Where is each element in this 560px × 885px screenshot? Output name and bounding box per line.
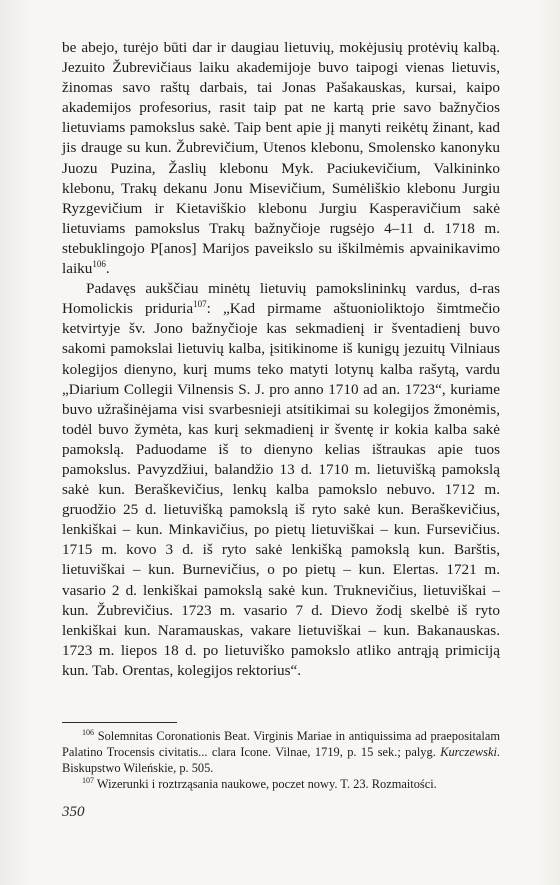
footnote-text: Wizerunki i roztrząsania naukowe, poczet nowy. T. 23. Rozmaitości. [96, 777, 437, 791]
paragraph-1-text: be abejo, turėjo būti dar ir daugiau lietuvių, mokėjusių protėvių kalbą. Jezuito Žubrevičiaus laiku akademijoje buvo taipogi vienas lietuvis, žinomas savo raštų darbais, tai Jonas Pašakauskas, kursai, kaipo akademijos profesorius, rasit taip pat ne kartą prie savo bažnyčios lietuviams pamokslus sakė. Taip bent apie jį manyti reikėtų žinant, kad jis drauge su kun. Žubrevičium, Utenos klebonu, Smolensko kanonyku Juozu Puzina, Žaslių klebonu Myk. Paciukevičium, Valkininko klebonu, Trakų dekanu Jonu Misevičium, Sumėliškio klebonu Jurgiu Ryzgevičium ir Kietaviškio klebonu Jurgiu Kasperavičium sakė lietuviams pamokslus Trakų bažnyčioje rugsėjo 4–11 d. 1718 m. stebuklingojo P[anos] Marijos paveikslo su iškilmėmis apvainikavimo laiku [62, 39, 500, 278]
footnote-107 [62, 776, 500, 792]
paragraph-1-end: . [105, 260, 110, 278]
footnote-divider [62, 722, 177, 723]
page-number: 350 [62, 804, 85, 820]
footnotes [62, 728, 500, 792]
footnote-ref-106[interactable]: 106 [92, 258, 106, 269]
footnote-text: Solemnitas Coronationis Beat. Virginis Mariae in antiquissima ad praepositalam Palatino Trocensis civitatis... clara Icone. Vilnae, 1719, p. 15 sek.; palyg. [62, 729, 500, 759]
footnote-text-end: . Biskupstwo Wileńskie, p. 505. [62, 745, 500, 775]
paragraph-1 [62, 38, 500, 279]
paragraph-2 [62, 279, 500, 681]
footnote-106 [62, 728, 500, 776]
footnote-ref-107[interactable]: 107 [193, 299, 207, 310]
footnote-number: 106 [82, 727, 94, 737]
footnote-author: Kurczewski [440, 745, 497, 759]
paragraph-2-text: Padavęs aukščiau minėtų lietuvių pamokslininkų vardus, d-ras Homolickis priduria [62, 280, 500, 318]
footnote-number: 107 [82, 775, 94, 785]
paragraph-2-quote: : „Kad pirmame aštuonioliktojo šimtmečio ketvirtyje šv. Jono bažnyčioje kas sekmadienį ir šventadienį buvo sakomi pamokslai lietuvių kalba, įsitikinome iš kunigų jezuitų Vilniaus kolegijos dienyno, kurį mums teko matyti lotynų kalba rašytą, vardu „Diarium Collegii Vilnensis S. J. pro anno 1710 ad an. 1723“, kuriame buvo užrašinėjama visi svarbesnieji atsitikimai su kolegijos žmonėmis, todėl buvo žymėta, kas kurį sekmadienį ir šventę ir kokia kalba sakė pamokslą. Paduodame iš to dienyno kelias ištraukas apie tuos pamokslus. Pavyzdžiui, balandžio 13 d. 1710 m. lietuvišką pamokslą sakė kun. Beraškevičius, lenkų kalba pamokslo nebuvo. 1712 m. gruodžio 25 d. lietuvišką pamokslą iš ryto sakė kun. Beraškevičius, lenkiškai – kun. Minkavičius, po pietų lietuviškai – kun. Fursevičius. 1715 m. kovo 3 d. iš ryto sakė lenkišką pamokslą kun. Barštis, lietuviškai – kun. Burnevičius, o po pietų – kun. Elertas. 1721 m. vasario 2 d. lenkiškai pamokslą sakė kun. Truknevičius, lietuviškai – kun. Žubrevičius. 1723 m. vasario 7 d. Dievo žodį skelbė iš ryto lenkiškai kun. Naramauskas, vakare lietuviškai – kun. Bakanauskas. 1723 m. liepos 18 d. po lietuviško pamokslo atliko antrąją primiciją kun. Tab. Orentas, kolegijos rektorius“. [62, 300, 501, 679]
main-text [62, 38, 500, 681]
